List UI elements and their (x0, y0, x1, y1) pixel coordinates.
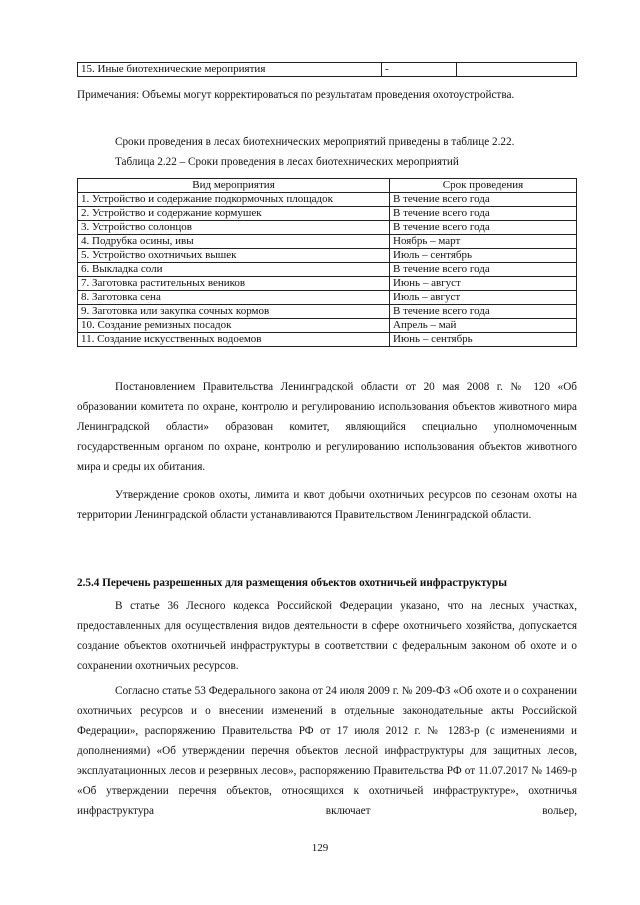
body-paragraph: Утверждение сроков охоты, лимита и квот добычи охотничьих ресурсов по сезонам охоты на территории Ленинградской области устанавливаются Правительством Ленинградской области. (77, 489, 577, 521)
body-paragraph: В статье 36 Лесного кодекса Российской Федерации указано, что на лесных участках, предоставленных для осуществления видов деятельности в сфере охотничьего хозяйства, допускается создание объектов охотничьей инфраструктуры в соответствии с федеральным законом об охоте и о сохранении охотничьих ресурсов. (77, 600, 577, 672)
table-row (78, 221, 577, 235)
activity-cell: 1. Устройство и содержание подкормочных площадок (78, 193, 390, 207)
activity-cell: 7. Заготовка растительных веников (78, 277, 390, 291)
table-row (78, 333, 577, 347)
activity-cell: 9. Заготовка или закупка сочных кормов (78, 305, 390, 319)
activity-cell: 8. Заготовка сена (78, 291, 390, 305)
table-cell (457, 63, 577, 77)
period-cell: В течение всего года (390, 207, 577, 221)
table-row (78, 305, 577, 319)
table-note: Примечания: Объемы могут корректироваться по результатам проведения охотоустройства. (77, 89, 515, 101)
period-cell: В течение всего года (390, 193, 577, 207)
activity-cell: 6. Выкладка соли (78, 263, 390, 277)
table-row (78, 63, 577, 77)
period-cell: В течение всего года (390, 221, 577, 235)
table-row (78, 249, 577, 263)
table-header-row (78, 179, 577, 193)
period-cell: Июнь – август (390, 277, 577, 291)
table-row (78, 319, 577, 333)
table-row (78, 235, 577, 249)
period-cell: В течение всего года (390, 263, 577, 277)
activity-cell: 11. Создание искусственных водоемов (78, 333, 390, 347)
table-cell: - (382, 63, 457, 77)
period-cell: Июль – сентябрь (390, 249, 577, 263)
table-row (78, 263, 577, 277)
continuation-table (77, 62, 577, 77)
activity-cell: 5. Устройство охотничьих вышек (78, 249, 390, 263)
activity-cell: 10. Создание ремизных посадок (78, 319, 390, 333)
table-row (78, 207, 577, 221)
activity-cell: 4. Подрубка осины, ивы (78, 235, 390, 249)
table-caption: Таблица 2.22 – Сроки проведения в лесах биотехнических мероприятий (115, 156, 459, 168)
table-row (78, 291, 577, 305)
table-cell: 15. Иные биотехнические мероприятия (78, 63, 382, 77)
page-number: 129 (311, 842, 329, 854)
period-cell: Апрель – май (390, 319, 577, 333)
body-paragraph: Постановлением Правительства Ленинградской области от 20 мая 2008 г. № 120 «Об образовании комитета по охране, контролю и регулированию использования объектов животного мира Ленинградской области» образован комитет, являющийся специально уполномоченным государственным органом по охране, контролю и регулированию использования объектов животного мира и среды их обитания. (77, 381, 577, 473)
section-heading: 2.5.4 Перечень разрешенных для размещения объектов охотничьей инфраструктуры (77, 577, 507, 589)
table-intro: Сроки проведения в лесах биотехнических мероприятий приведены в таблице 2.22. (115, 136, 515, 148)
period-cell: Ноябрь – март (390, 235, 577, 249)
table-row (78, 277, 577, 291)
activity-cell: 3. Устройство солонцов (78, 221, 390, 235)
column-header: Срок проведения (390, 179, 577, 193)
body-paragraph: Согласно статье 53 Федерального закона от 24 июля 2009 г. № 209-ФЗ «Об охоте и о сохранении охотничьих ресурсов и о внесении изменений в отдельные законодательные акты Российской Федерации», распоряжению Правительства РФ от 17 июля 2012 г. № 1283-р (с изменениями и дополнениями) «Об утверждении перечня объектов лесной инфраструктуры для защитных лесов, эксплуатационных лесов и резервных лесов», распоряжению Правительства РФ от 11.07.2017 № 1469-р «Об утверждении перечня объектов, относящихся к охотничьей инфраструктуре», охотничья инфраструктура включает вольер, (77, 685, 577, 817)
column-header: Вид мероприятия (78, 179, 390, 193)
table-row (78, 193, 577, 207)
period-cell: Июнь – сентябрь (390, 333, 577, 347)
activities-schedule-table (77, 178, 577, 347)
period-cell: В течение всего года (390, 305, 577, 319)
activity-cell: 2. Устройство и содержание кормушек (78, 207, 390, 221)
period-cell: Июль – август (390, 291, 577, 305)
